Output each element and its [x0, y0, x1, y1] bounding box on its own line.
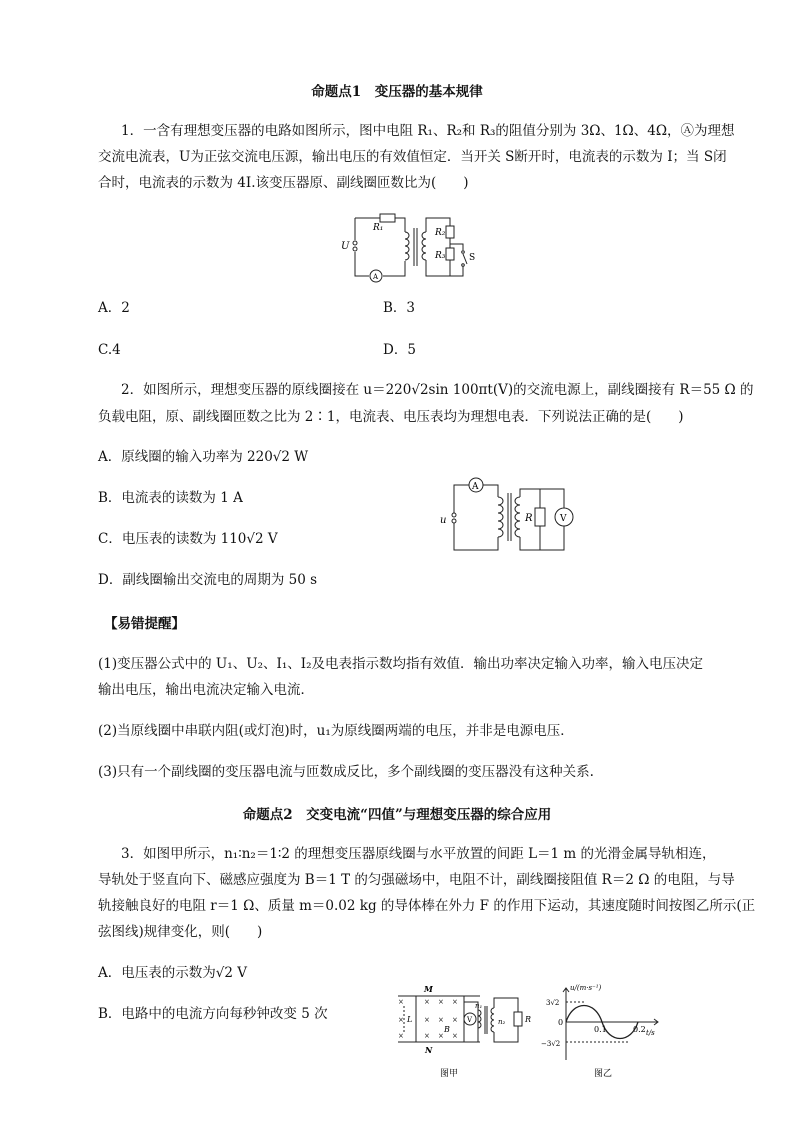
tick-ymax: 3√2: [546, 999, 560, 1007]
label-n1: n₁: [475, 1002, 483, 1010]
voltmeter-icon: V: [467, 1016, 473, 1024]
field-mark: ×: [438, 998, 444, 1006]
q3-option-a: A．电压表的示数为√2 V: [98, 965, 247, 981]
reminder-item-2: (2)当原线圈中串联内阻(或灯泡)时，u₁为原线圈两端的电压，并非是电源电压．: [98, 723, 574, 739]
label-l: L: [407, 1015, 413, 1024]
label-m: M: [424, 984, 433, 994]
axis-ylabel: u/(m·s⁻¹): [570, 984, 602, 992]
q2-ammeter-icon: A: [472, 482, 479, 492]
q1-switch-label: S: [469, 253, 476, 263]
label-b: B: [444, 1025, 450, 1034]
q2-line-2: 负载电阻，原、副线圈匝数之比为 2∶1，电流表、电压表均为理想电表．下列说法正确的是( ): [98, 409, 684, 425]
tick-zero: 0: [558, 1018, 564, 1027]
field-mark: ×: [452, 1032, 458, 1040]
q1-option-c: C.4: [98, 342, 121, 358]
section-title-1: 命题点1 变压器的基本规律: [311, 84, 483, 100]
tick-ymin: −3√2: [541, 1040, 561, 1048]
tick-t1: 0.1: [594, 1025, 607, 1034]
label-n2: n₂: [498, 1018, 506, 1026]
q2-u-label: u: [440, 515, 447, 526]
section-title-2: 命题点2 交变电流“四值”与理想变压器的综合应用: [242, 807, 552, 823]
q1-line-1: 1．一含有理想变压器的电路如图所示，图中电阻 R₁、R₂和 R₃的阻值分别为 3Ω、1Ω、4Ω，Ⓐ为理想: [121, 123, 735, 139]
q1-ammeter-icon: A: [373, 273, 379, 281]
q2-circuit-figure: [436, 475, 576, 555]
field-mark: ×: [424, 1032, 430, 1040]
q3-figure-jia: [390, 982, 535, 1082]
q1-option-d: D．5: [383, 342, 416, 358]
q1-line-2: 交流电流表，U为正弦交流电压源，输出电压的有效值恒定．当开关 S断开时，电流表的示数为 I；当 S闭: [98, 149, 727, 165]
axis-xlabel: t/s: [646, 1029, 655, 1037]
field-mark: ×: [398, 1032, 404, 1040]
field-mark: ×: [398, 998, 404, 1006]
field-mark: ×: [398, 1016, 404, 1024]
q3-option-b: B．电路中的电流方向每秒钟改变 5 次: [98, 1006, 328, 1022]
q3-line-4: 弦图线)规律变化，则( ): [98, 924, 263, 940]
caption-jia: 图甲: [440, 1069, 459, 1079]
tick-t2: 0.2: [633, 1025, 646, 1034]
field-mark: ×: [438, 1016, 444, 1024]
q1-r1-label: R₁: [373, 223, 384, 233]
reminder-item-1a: (1)变压器公式中的 U₁、U₂、I₁、I₂及电表指示数均指有效值．输出功率决定输入功率，输入电压决定: [98, 656, 703, 672]
label-r: R: [525, 1015, 532, 1024]
field-mark: ×: [438, 1032, 444, 1040]
field-mark: ×: [424, 1016, 430, 1024]
q2-voltmeter-icon: V: [560, 514, 567, 524]
q1-option-b: B．3: [383, 300, 416, 316]
field-mark: ×: [452, 1016, 458, 1024]
field-mark: ×: [452, 998, 458, 1006]
q1-circuit-figure: [335, 208, 500, 283]
reminder-title: 【易错提醒】: [104, 616, 185, 632]
label-n: N: [425, 1045, 433, 1055]
caption-yi: 图乙: [594, 1069, 613, 1079]
field-mark: ×: [424, 998, 430, 1006]
q1-line-3: 合时，电流表的示数为 4I.该变压器原、副线圈匝数比为( ): [98, 175, 469, 191]
q1-option-a: A．2: [98, 300, 130, 316]
q1-r2-label: R₂: [435, 228, 446, 238]
q1-u-label: U: [341, 241, 350, 252]
q3-line-1: 3．如图甲所示，n₁∶n₂＝1∶2 的理想变压器原线圈与水平放置的间距 L＝1 m 的光滑金属导轨相连，: [121, 846, 716, 862]
q3-figure-yi: [538, 978, 678, 1082]
q2-line-1: 2．如图所示，理想变压器的原线圈接在 u＝220√2sin 100πt(V)的交流电源上，副线圈接有 R＝55 Ω 的: [121, 382, 754, 398]
q2-option-a: A．原线圈的输入功率为 220√2 W: [98, 449, 309, 465]
q2-option-c: C．电压表的读数为 110√2 V: [98, 531, 278, 547]
q3-line-3: 轨接触良好的电阻 r＝1 Ω、质量 m＝0.02 kg 的导体棒在外力 F 的作用下运动，其速度随时间按图乙所示(正: [98, 898, 756, 914]
reminder-item-1b: 输出电压，输出电流决定输入电流．: [98, 682, 314, 698]
q3-line-2: 导轨处于竖直向下、磁感应强度为 B＝1 T 的匀强磁场中，电阻不计，副线圈接阻值 R＝2 Ω 的电阻，与导: [98, 872, 735, 888]
q2-option-d: D．副线圈输出交流电的周期为 50 s: [98, 572, 318, 588]
reminder-item-3: (3)只有一个副线圈的变压器电流与匝数成反比，多个副线圈的变压器没有这种关系.: [98, 764, 594, 780]
q2-r-label: R: [525, 513, 533, 524]
q2-option-b: B．电流表的读数为 1 A: [98, 490, 243, 506]
q1-r3-label: R₃: [435, 251, 446, 261]
